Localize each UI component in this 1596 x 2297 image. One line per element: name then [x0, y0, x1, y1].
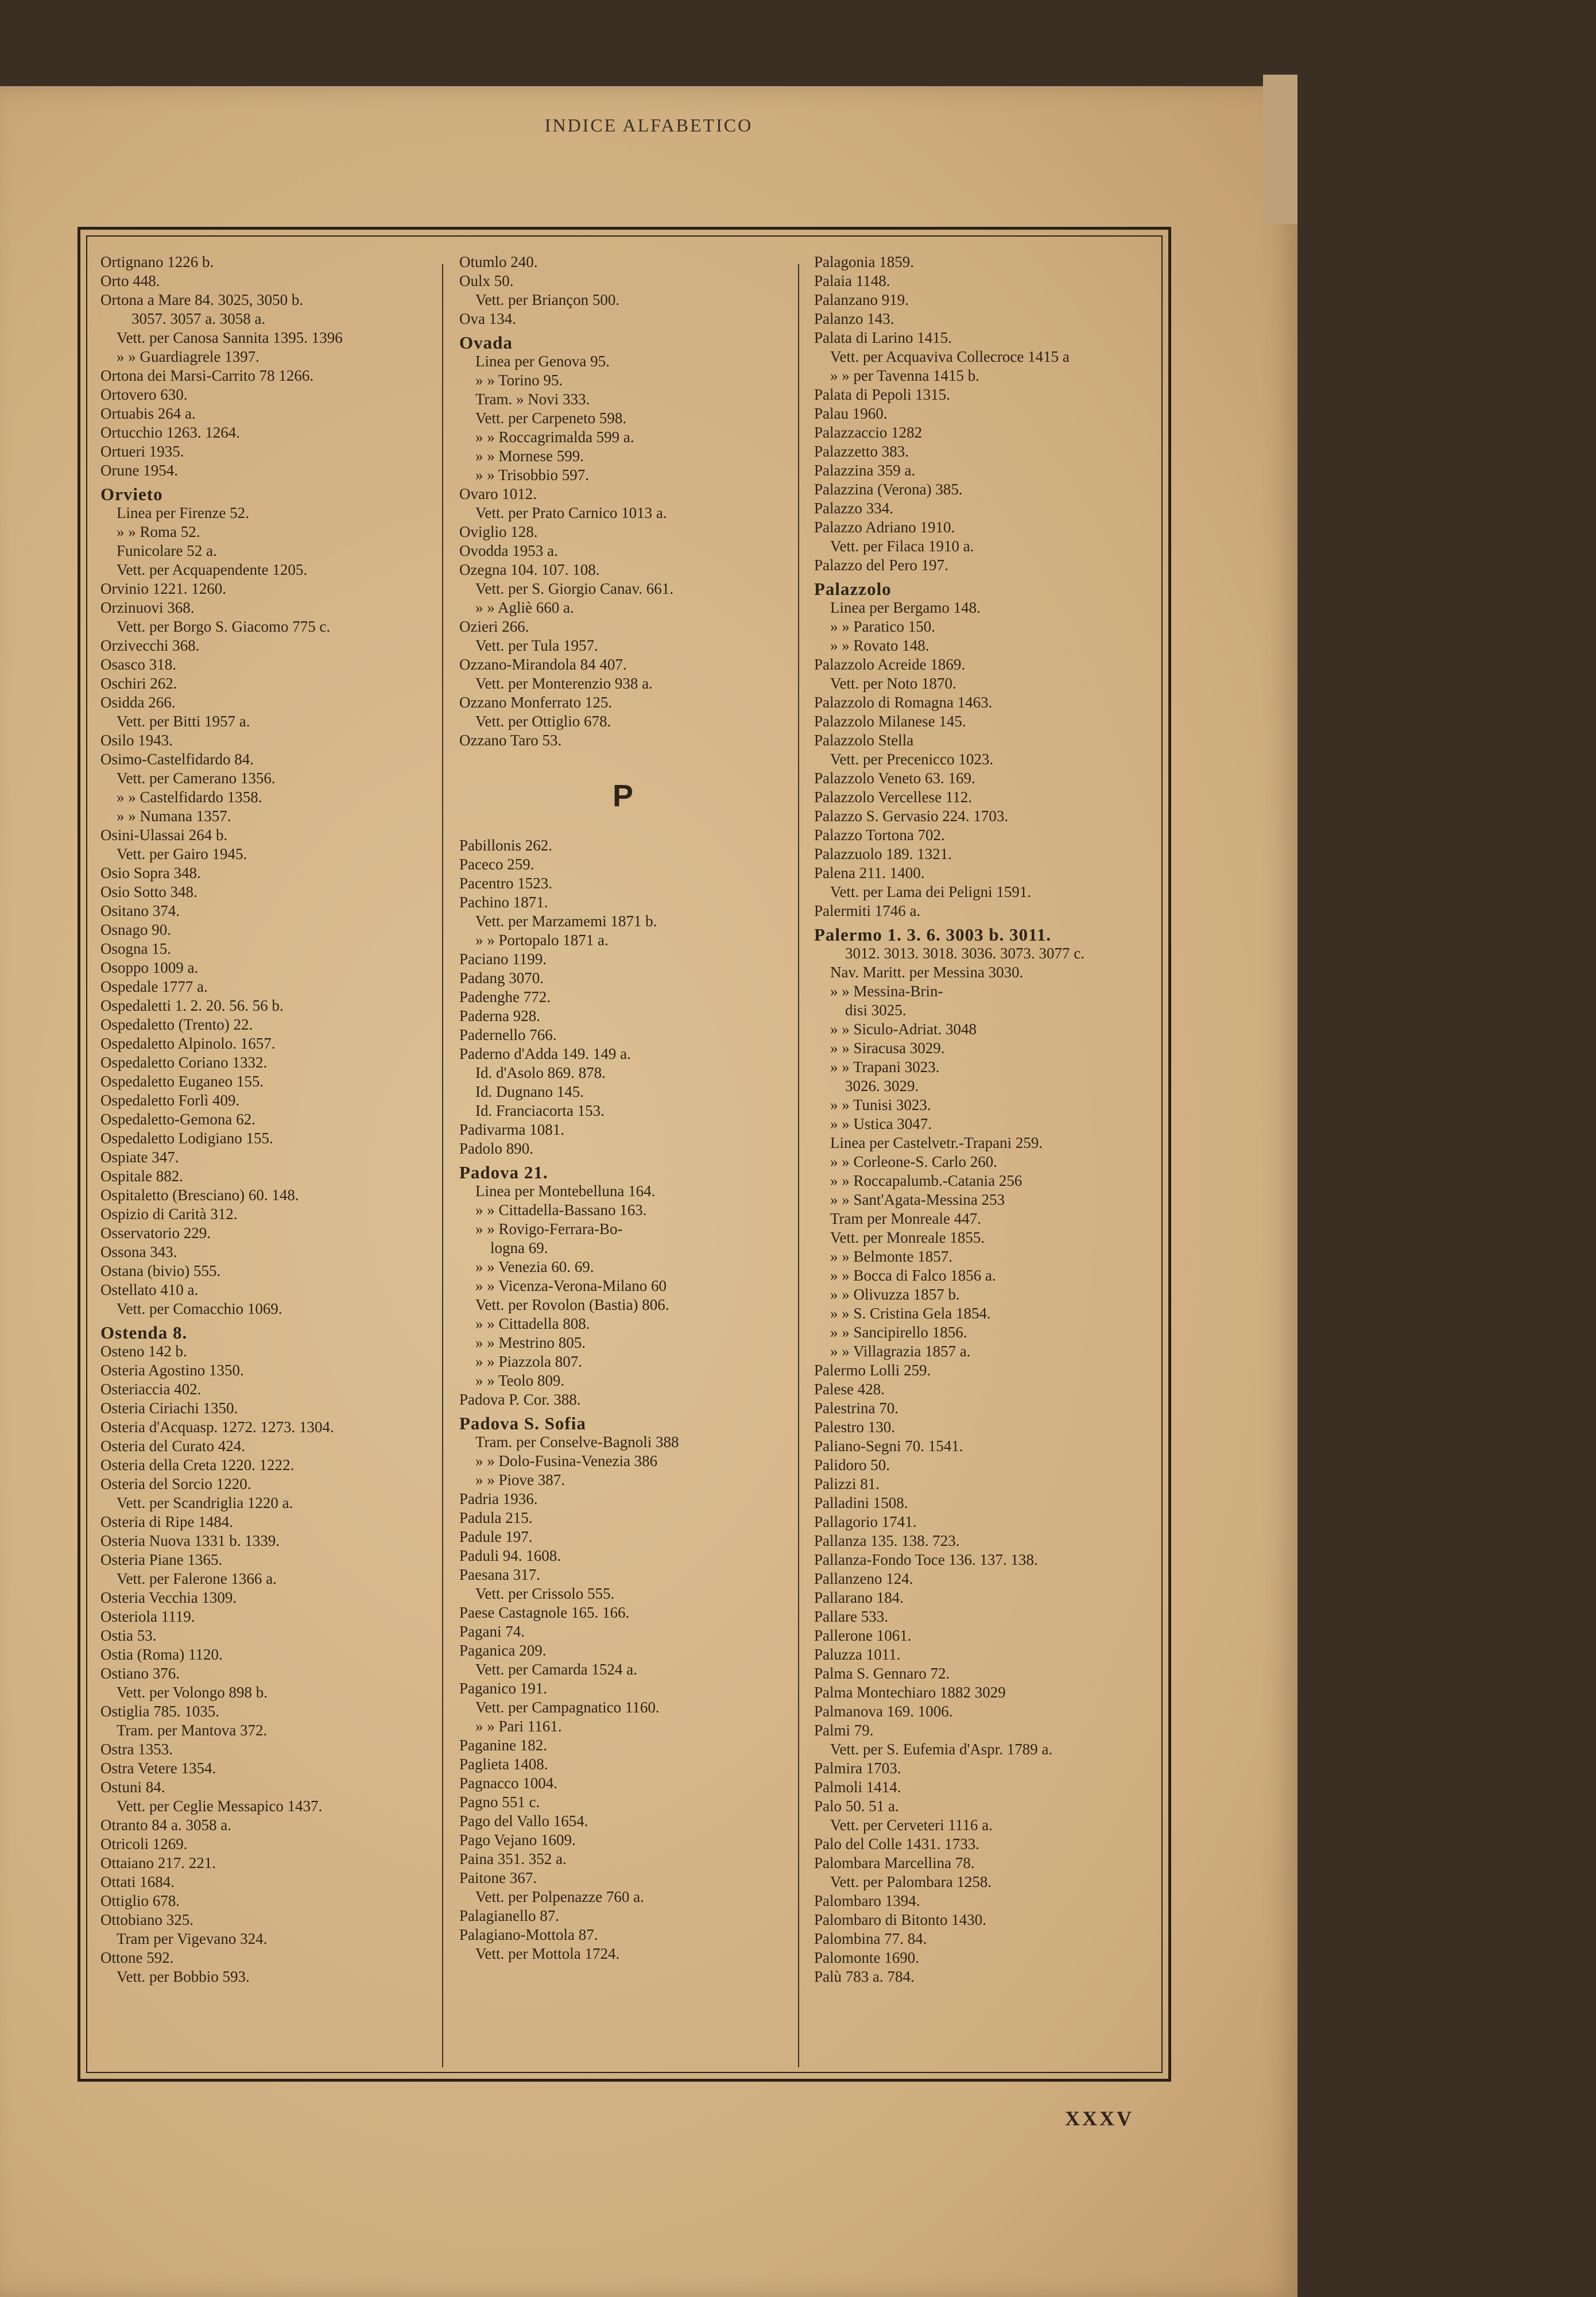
index-entry: » » Piazzola 807. [475, 1353, 582, 1370]
index-entry: 3057. 3057 a. 3058 a. [131, 310, 266, 327]
index-entry: Palazzaccio 1282 [814, 424, 923, 441]
index-entry: Tram. per Conselve-Bagnoli 388 [475, 1433, 679, 1451]
index-entry: 3012. 3013. 3018. 3036. 3073. 3077 c. [845, 945, 1084, 962]
index-entry: Vett. per Marzamemi 1871 b. [475, 912, 657, 930]
index-entry: Ospedaletto Euganeo 155. [100, 1073, 264, 1090]
index-entry: Padivarma 1081. [459, 1121, 564, 1138]
index-entry: Vett. per Acquapendente 1205. [117, 561, 308, 578]
index-entry: » » Messina-Brin- [830, 983, 943, 1000]
index-entry: Orzinuovi 368. [100, 599, 195, 616]
index-entry: Osteriaccia 402. [100, 1380, 202, 1398]
index-entry: Ovaro 1012. [459, 485, 537, 502]
index-entry: Palata di Pepoli 1315. [814, 386, 950, 403]
index-entry: Palombaro di Bitonto 1430. [814, 1911, 986, 1928]
index-entry: » » Pari 1161. [475, 1718, 562, 1735]
index-entry: Ospiate 347. [100, 1148, 179, 1166]
index-entry: Palagiano-Mottola 87. [459, 1926, 598, 1943]
index-entry: » » Portopalo 1871 a. [475, 931, 609, 949]
page-number: XXXV [1065, 2107, 1134, 2130]
index-entry: Vett. per Tula 1957. [475, 637, 598, 654]
index-entry: Ositano 374. [100, 902, 180, 919]
index-entry: Osasco 318. [100, 656, 176, 673]
index-entry: Vett. per Ceglie Messapico 1437. [117, 1797, 323, 1815]
index-entry: » » Sancipirello 1856. [830, 1324, 967, 1341]
index-entry: Otricoli 1269. [100, 1835, 188, 1853]
index-entry: Oschiri 262. [100, 675, 177, 692]
index-entry: Linea per Castelvetr.-Trapani 259. [830, 1134, 1043, 1151]
index-entry: » » Agliè 660 a. [475, 599, 574, 616]
index-entry: Osteria del Curato 424. [100, 1437, 245, 1455]
index-entry: Ospedaletti 1. 2. 20. 56. 56 b. [100, 997, 284, 1014]
index-entry: Vett. per Comacchio 1069. [117, 1300, 282, 1317]
index-entry: Palermo 1. 3. 6. 3003 b. 3011. [814, 925, 1052, 944]
index-entry: Vett. per Rovolon (Bastia) 806. [475, 1296, 669, 1313]
index-entry: Ospedale 1777 a. [100, 978, 208, 995]
index-entry: Vett. per Monterenzio 938 a. [475, 675, 653, 692]
index-entry: Palma S. Gennaro 72. [814, 1665, 950, 1682]
index-entry: Palizzi 81. [814, 1475, 880, 1492]
index-entry: Ostia (Roma) 1120. [100, 1646, 223, 1663]
index-entry: Ospedaletto Lodigiano 155. [100, 1130, 273, 1147]
index-entry: Osteria d'Acquasp. 1272. 1273. 1304. [100, 1418, 334, 1436]
index-column-2-bottom [459, 836, 787, 1963]
index-entry: Vett. per Gairo 1945. [117, 845, 247, 863]
index-entry: Palazzo del Pero 197. [814, 556, 948, 574]
index-entry: Linea per Firenze 52. [117, 504, 249, 521]
index-entry: Osteria della Creta 1220. 1222. [100, 1456, 295, 1474]
index-entry: Id. Franciacorta 153. [475, 1102, 605, 1119]
index-entry: Vett. per Palombara 1258. [830, 1873, 992, 1890]
index-entry: Palanzo 143. [814, 310, 894, 327]
index-entry: » » Belmonte 1857. [830, 1248, 952, 1265]
index-entry: Orvinio 1221. 1260. [100, 580, 226, 597]
index-entry: Vett. per Crissolo 555. [475, 1585, 615, 1602]
index-entry: Paluzza 1011. [814, 1646, 901, 1663]
index-entry: Osteria Agostino 1350. [100, 1362, 244, 1379]
index-entry: Palena 211. 1400. [814, 864, 925, 881]
index-entry: » » Vicenza-Verona-Milano 60 [475, 1277, 667, 1294]
index-entry: » » Teolo 809. [475, 1372, 565, 1389]
index-entry: Id. d'Asolo 869. 878. [475, 1064, 606, 1081]
index-entry: Osimo-Castelfidardo 84. [100, 751, 254, 768]
index-entry: Palomonte 1690. [814, 1949, 919, 1966]
index-entry: Osio Sotto 348. [100, 883, 197, 900]
index-entry: Ottati 1684. [100, 1873, 175, 1890]
index-entry: Pago del Vallo 1654. [459, 1812, 588, 1830]
index-entry: Pacentro 1523. [459, 875, 552, 892]
index-entry: Paderna 928. [459, 1007, 540, 1024]
index-entry: » » Cittadella 808. [475, 1315, 590, 1332]
index-entry: Vett. per Carpeneto 598. [475, 409, 627, 427]
index-column-3 [814, 253, 1141, 2067]
index-entry: Oviglio 128. [459, 523, 538, 540]
index-entry: Ostiglia 785. 1035. [100, 1703, 219, 1720]
index-entry: Osteriola 1119. [100, 1608, 195, 1625]
index-entry: » » Villagrazia 1857 a. [830, 1343, 971, 1360]
index-entry: Vett. per Camerano 1356. [117, 769, 276, 787]
section-letter: P [612, 779, 634, 813]
index-entry: Palombara Marcellina 78. [814, 1854, 975, 1871]
index-entry: Palazzolo Milanese 145. [814, 713, 966, 730]
index-entry: » » Paratico 150. [830, 618, 935, 635]
index-entry: Paesana 317. [459, 1566, 540, 1583]
index-entry: Ottiglio 678. [100, 1892, 180, 1909]
index-entry: Osilo 1943. [100, 732, 173, 749]
index-entry: Ostenda 8. [100, 1323, 188, 1342]
index-entry: Palata di Larino 1415. [814, 329, 952, 346]
index-entry: » » per Tavenna 1415 b. [830, 367, 980, 384]
index-entry: Otranto 84 a. 3058 a. [100, 1816, 231, 1834]
index-entry: Pagnacco 1004. [459, 1774, 557, 1792]
index-entry: » » S. Cristina Gela 1854. [830, 1305, 991, 1322]
index-entry: Palestrina 70. [814, 1399, 898, 1417]
index-entry: Pagani 74. [459, 1623, 525, 1640]
index-entry: » » Mornese 599. [475, 447, 584, 465]
index-entry: Vett. per Monreale 1855. [830, 1229, 985, 1246]
index-entry: Paganine 182. [459, 1737, 547, 1754]
index-entry: » » Torino 95. [475, 372, 563, 389]
index-entry: Vett. per Noto 1870. [830, 675, 956, 692]
index-entry: Palaia 1148. [814, 272, 890, 289]
index-entry: Pachino 1871. [459, 894, 548, 911]
index-entry: » » Castelfidardo 1358. [117, 788, 262, 806]
index-entry: » » Olivuzza 1857 b. [830, 1286, 960, 1303]
index-entry: Funicolare 52 a. [117, 542, 217, 559]
index-entry: » » Cittadella-Bassano 163. [475, 1201, 647, 1219]
index-entry: Vett. per Campagnatico 1160. [475, 1699, 660, 1716]
index-entry: Palagianello 87. [459, 1907, 559, 1924]
index-entry: Paitone 367. [459, 1869, 537, 1886]
index-entry: Padula 215. [459, 1509, 533, 1526]
index-entry: Padang 3070. [459, 969, 544, 987]
index-entry: Palazzo Tortona 702. [814, 826, 945, 844]
index-entry: Osio Sopra 348. [100, 864, 201, 881]
index-entry: Padule 197. [459, 1528, 533, 1545]
index-entry: Ostra Vetere 1354. [100, 1760, 216, 1777]
index-entry: Palmira 1703. [814, 1760, 901, 1777]
index-entry: Orune 1954. [100, 462, 178, 479]
index-entry: Palazzolo Stella [814, 732, 914, 749]
index-entry: Vett. per Borgo S. Giacomo 775 c. [117, 618, 331, 635]
page-header: INDICE ALFABETICO [544, 115, 753, 136]
index-entry: Paganico 191. [459, 1680, 547, 1697]
index-entry: Palazzuolo 189. 1321. [814, 845, 952, 863]
index-entry: Palmi 79. [814, 1722, 874, 1739]
index-entry: Tram. per Mantova 372. [117, 1722, 268, 1739]
index-entry: Osteria di Ripe 1484. [100, 1513, 233, 1530]
index-entry: Osini-Ulassai 264 b. [100, 826, 228, 844]
index-entry: Palazzina 359 a. [814, 462, 916, 479]
index-entry: Tram per Monreale 447. [830, 1210, 981, 1227]
index-entry: Paese Castagnole 165. 166. [459, 1604, 630, 1621]
index-entry: Palazzolo Acreide 1869. [814, 656, 966, 673]
index-entry: Pallanzeno 124. [814, 1570, 913, 1587]
index-entry: Pallarano 184. [814, 1589, 904, 1606]
index-entry: Osteria Piane 1365. [100, 1551, 223, 1568]
index-entry: » » Numana 1357. [117, 807, 231, 825]
index-entry: Palazzolo Veneto 63. 169. [814, 769, 975, 787]
index-entry: » » Mestrino 805. [475, 1334, 586, 1351]
index-entry: » » Trisobbio 597. [475, 466, 590, 484]
index-entry: Vett. per Lama dei Peligni 1591. [830, 883, 1032, 900]
index-entry: Padova S. Sofia [459, 1414, 586, 1433]
index-entry: Pallanza 135. 138. 723. [814, 1532, 960, 1549]
index-entry: Padenghe 772. [459, 988, 551, 1006]
index-entry: Linea per Bergamo 148. [830, 599, 981, 616]
index-entry: » » Corleone-S. Carlo 260. [830, 1153, 997, 1170]
index-entry: Ozzano Monferrato 125. [459, 694, 613, 711]
index-entry: Linea per Montebelluna 164. [475, 1182, 656, 1200]
index-entry: Paduli 94. 1608. [459, 1547, 561, 1564]
index-entry: Vett. per Volongo 898 b. [117, 1684, 268, 1701]
index-entry: Ortona a Mare 84. 3025, 3050 b. [100, 291, 304, 308]
index-entry: Ortovero 630. [100, 386, 188, 403]
index-entry: Osnago 90. [100, 921, 171, 938]
index-entry: Osogna 15. [100, 940, 171, 957]
index-entry: Ostuni 84. [100, 1778, 165, 1796]
page-edge [1263, 75, 1297, 224]
index-entry: Palazzo Adriano 1910. [814, 519, 955, 536]
index-entry: Paciano 1199. [459, 950, 547, 968]
index-entry: Paliano-Segni 70. 1541. [814, 1437, 963, 1455]
index-entry: Paderno d'Adda 149. 149 a. [459, 1045, 631, 1062]
index-entry: Ottaiano 217. 221. [100, 1854, 216, 1871]
index-entry: Osteria Vecchia 1309. [100, 1589, 237, 1606]
index-entry: » » Ustica 3047. [830, 1115, 932, 1132]
column-separator [798, 264, 799, 2067]
index-entry: Palmanova 169. 1006. [814, 1703, 953, 1720]
index-entry: » » Dolo-Fusina-Venezia 386 [475, 1452, 658, 1470]
index-entry: Vett. per Bitti 1957 a. [117, 713, 250, 730]
index-entry: Vett. per S. Giorgio Canav. 661. [475, 580, 673, 597]
index-entry: Ovada [459, 333, 513, 352]
index-entry: Vett. per Polpenazze 760 a. [475, 1888, 644, 1905]
index-entry: » » Siracusa 3029. [830, 1039, 945, 1057]
index-entry: » » Sant'Agata-Messina 253 [830, 1191, 1005, 1208]
index-entry: Ozzano Taro 53. [459, 732, 562, 749]
index-entry: Ostia 53. [100, 1627, 157, 1644]
index-entry: Linea per Genova 95. [475, 353, 610, 370]
index-entry: Orzivecchi 368. [100, 637, 200, 654]
index-entry: Palazzolo [814, 579, 892, 598]
index-entry: » » Roccagrimalda 599 a. [475, 428, 634, 446]
index-entry: 3026. 3029. [845, 1077, 919, 1095]
index-entry: Palidoro 50. [814, 1456, 890, 1474]
index-entry: Ostiano 376. [100, 1665, 180, 1682]
index-entry: Ovodda 1953 a. [459, 542, 558, 559]
index-entry: Ortucchio 1263. 1264. [100, 424, 240, 441]
index-entry: disi 3025. [845, 1001, 907, 1019]
index-entry: Ortona dei Marsi-Carrito 78 1266. [100, 367, 314, 384]
index-entry: Palestro 130. [814, 1418, 895, 1436]
index-entry: Ottone 592. [100, 1949, 174, 1966]
index-entry: Paceco 259. [459, 856, 534, 873]
index-entry: » » Venezia 60. 69. [475, 1258, 594, 1275]
index-entry: Oulx 50. [459, 272, 514, 289]
index-entry: Tram per Vigevano 324. [117, 1930, 268, 1947]
index-entry: Palagonia 1859. [814, 253, 914, 270]
index-entry: Ova 134. [459, 310, 516, 327]
index-entry: » » Trapani 3023. [830, 1058, 940, 1076]
index-entry: Paglieta 1408. [459, 1755, 548, 1773]
index-entry: Osteria Nuova 1331 b. 1339. [100, 1532, 280, 1549]
index-entry: Otumlo 240. [459, 253, 538, 270]
index-entry: Palombaro 1394. [814, 1892, 920, 1909]
index-entry: » » Siculo-Adriat. 3048 [830, 1020, 977, 1038]
index-entry: Vett. per Falerone 1366 a. [117, 1570, 277, 1587]
index-entry: Vett. per Filaca 1910 a. [830, 537, 974, 555]
index-entry: Ozieri 266. [459, 618, 529, 635]
index-entry: Palermo Lolli 259. [814, 1362, 931, 1379]
index-entry: Pabillonis 262. [459, 837, 553, 854]
index-entry: Pallerone 1061. [814, 1627, 912, 1644]
index-entry: Tram. » Novi 333. [475, 390, 590, 408]
index-entry: Ossona 343. [100, 1243, 177, 1260]
index-entry: Pago Vejano 1609. [459, 1831, 576, 1849]
index-entry: Vett. per Canosa Sannita 1395. 1396 [117, 329, 343, 346]
index-entry: Palazzetto 383. [814, 443, 909, 460]
index-column-1 [100, 253, 428, 2067]
index-entry: Paganica 209. [459, 1642, 547, 1659]
index-entry: Osteria Ciriachi 1350. [100, 1399, 238, 1417]
index-entry: » » Rovato 148. [830, 637, 929, 654]
index-entry: Padolo 890. [459, 1140, 534, 1157]
index-entry: Ortuabis 264 a. [100, 405, 196, 422]
index-entry: Pallagorio 1741. [814, 1513, 917, 1530]
index-entry: Padova 21. [459, 1163, 548, 1182]
index-entry: Vett. per S. Eufemia d'Aspr. 1789 a. [830, 1741, 1053, 1758]
index-entry: » » Rovigo-Ferrara-Bo- [475, 1220, 623, 1238]
index-entry: Paina 351. 352 a. [459, 1850, 567, 1867]
index-entry: Pallare 533. [814, 1608, 888, 1625]
index-entry: Palù 783 a. 784. [814, 1968, 915, 1985]
index-entry: Pagno 551 c. [459, 1793, 540, 1811]
index-entry: » » Piove 387. [475, 1471, 565, 1488]
index-entry: Palo del Colle 1431. 1733. [814, 1835, 979, 1853]
index-entry: Ospedaletto Alpinolo. 1657. [100, 1035, 276, 1052]
index-entry: Vett. per Ottiglio 678. [475, 713, 611, 730]
index-entry: Ospitaletto (Bresciano) 60. 148. [100, 1186, 299, 1204]
index-entry: Padernello 766. [459, 1026, 557, 1043]
index-entry: Vett. per Cerveteri 1116 a. [830, 1816, 993, 1834]
index-entry: Palazzolo Vercellese 112. [814, 788, 973, 806]
index-entry: Padria 1936. [459, 1490, 538, 1507]
index-entry: logna 69. [490, 1239, 548, 1256]
index-column-2 [459, 253, 787, 2067]
index-entry: Palmoli 1414. [814, 1778, 901, 1796]
index-entry: Palazzina (Verona) 385. [814, 481, 963, 498]
index-entry: Orvieto [100, 485, 163, 504]
index-entry: Palese 428. [814, 1380, 885, 1398]
index-entry: Vett. per Scandriglia 1220 a. [117, 1494, 293, 1511]
index-column-2-top [459, 253, 787, 750]
column-separator [442, 264, 443, 2067]
index-entry: Ostra 1353. [100, 1741, 173, 1758]
index-entry: » » Tunisi 3023. [830, 1096, 931, 1113]
index-entry: Palma Montechiaro 1882 3029 [814, 1684, 1006, 1701]
index-entry: » » Roma 52. [117, 523, 200, 540]
index-entry: Ospedaletto Forlì 409. [100, 1092, 240, 1109]
index-entry: Ospedaletto Coriano 1332. [100, 1054, 268, 1071]
index-entry: Ortueri 1935. [100, 443, 184, 460]
index-entry: Palazzo 334. [814, 500, 893, 517]
index-entry: Vett. per Camarda 1524 a. [475, 1661, 637, 1678]
index-entry: Nav. Maritt. per Messina 3030. [830, 964, 1024, 981]
index-entry: Orto 448. [100, 272, 160, 289]
index-entry: Vett. per Precenicco 1023. [830, 751, 994, 768]
index-entry: Palazzo S. Gervasio 224. 1703. [814, 807, 1009, 825]
index-entry: Vett. per Mottola 1724. [475, 1945, 620, 1962]
index-entry: Osteria del Sorcio 1220. [100, 1475, 251, 1492]
index-entry: Ortignano 1226 b. [100, 253, 214, 270]
index-entry: Palladini 1508. [814, 1494, 908, 1511]
index-entry: Vett. per Acquaviva Collecroce 1415 a [830, 348, 1070, 365]
index-entry: Palanzano 919. [814, 291, 909, 308]
index-entry: Ozegna 104. 107. 108. [459, 561, 600, 578]
index-entry: Osservatorio 229. [100, 1224, 211, 1242]
index-entry: » » Roccapalumb.-Catania 256 [830, 1172, 1022, 1189]
index-entry: Vett. per Prato Carnico 1013 a. [475, 504, 667, 521]
index-entry: Ospedaletto-Gemona 62. [100, 1111, 255, 1128]
index-entry: Ottobiano 325. [100, 1911, 193, 1928]
index-entry: Ospedaletto (Trento) 22. [100, 1016, 253, 1033]
index-entry: Palazzolo di Romagna 1463. [814, 694, 993, 711]
index-entry: Osoppo 1009 a. [100, 959, 199, 976]
index-entry: Vett. per Briançon 500. [475, 291, 620, 308]
index-entry: Padova P. Cor. 388. [459, 1391, 581, 1408]
index-entry: Pallanza-Fondo Toce 136. 137. 138. [814, 1551, 1038, 1568]
index-entry: Id. Dugnano 145. [475, 1083, 584, 1100]
index-entry: Ozzano-Mirandola 84 407. [459, 656, 627, 673]
index-entry: Ospitale 882. [100, 1167, 183, 1185]
index-entry: Palermiti 1746 a. [814, 902, 921, 919]
index-entry: Ostana (bivio) 555. [100, 1262, 221, 1279]
index-entry: Osteno 142 b. [100, 1343, 187, 1360]
index-entry: Palo 50. 51 a. [814, 1797, 899, 1815]
index-entry: Osidda 266. [100, 694, 176, 711]
index-entry: Ostellato 410 a. [100, 1281, 199, 1298]
index-entry: » » Guardiagrele 1397. [117, 348, 259, 365]
index-entry: » » Bocca di Falco 1856 a. [830, 1267, 996, 1284]
index-entry: Ospizio di Carità 312. [100, 1205, 238, 1223]
index-entry: Palau 1960. [814, 405, 888, 422]
index-entry: Vett. per Bobbio 593. [117, 1968, 250, 1985]
index-entry: Palombina 77. 84. [814, 1930, 927, 1947]
